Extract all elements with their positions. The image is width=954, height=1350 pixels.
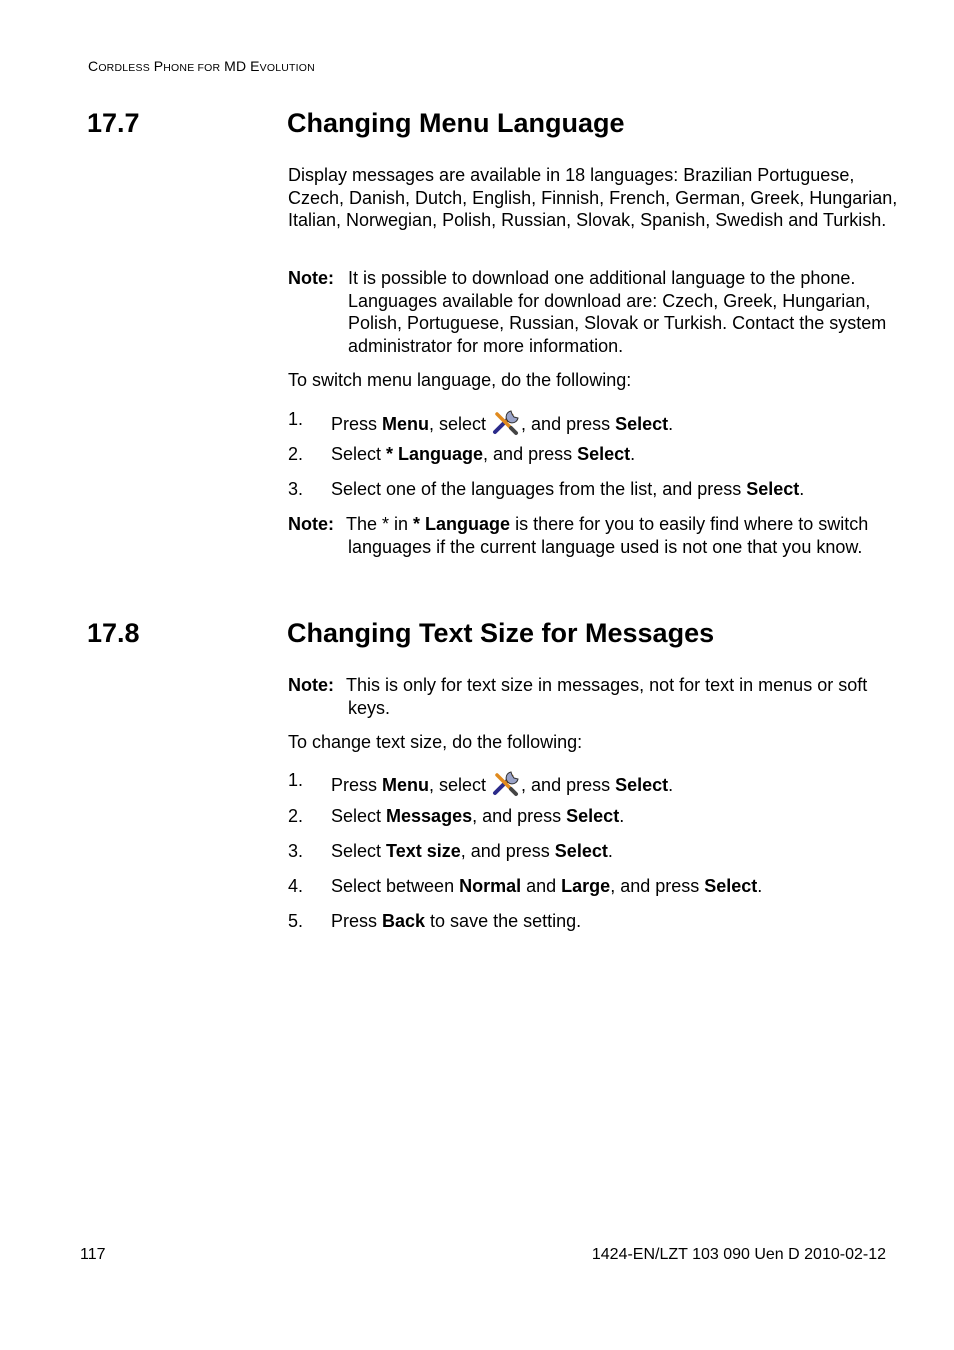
page-number: 117 [80, 1246, 106, 1263]
section-number: 17.8 [87, 618, 140, 648]
running-head: CORDLESS PHONE FOR MD EVOLUTION [88, 58, 315, 74]
intro-paragraph: Display messages are available in 18 languages: Brazilian Portuguese, Czech, Danish, Dutch, English, Finnish, French, German, Greek, Hungarian, Italian, Norwegian, Polish, Russian, Slovak, Spanish, Swedish and Turkish. [288, 165, 898, 230]
section-title: Changing Text Size for Messages [287, 618, 715, 648]
section-title: Changing Menu Language [287, 108, 625, 138]
wrench-screwdriver-icon [491, 408, 521, 436]
lead-paragraph: To switch menu language, do the following: [288, 370, 632, 390]
note: Note: This is only for text size in messages, not for text in menus or soft keys. [288, 675, 868, 718]
document-id: 1424-EN/LZT 103 090 Uen D 2010-02-12 [591, 1246, 886, 1263]
lead-paragraph: To change text size, do the following: [288, 732, 583, 752]
section-number: 17.7 [87, 108, 140, 138]
note: Note: The * in * Language is there for you to easily find where to switch languages if the current language used is not one that you know. [288, 514, 869, 557]
note: Note: It is possible to download one additional language to the phone. Languages available for download are: Czech, Greek, Hungarian, Polish, Portuguese, Russian, Slovak or Turkish. Contact the system administrator for more information. [288, 268, 887, 356]
wrench-screwdriver-icon [491, 769, 521, 797]
